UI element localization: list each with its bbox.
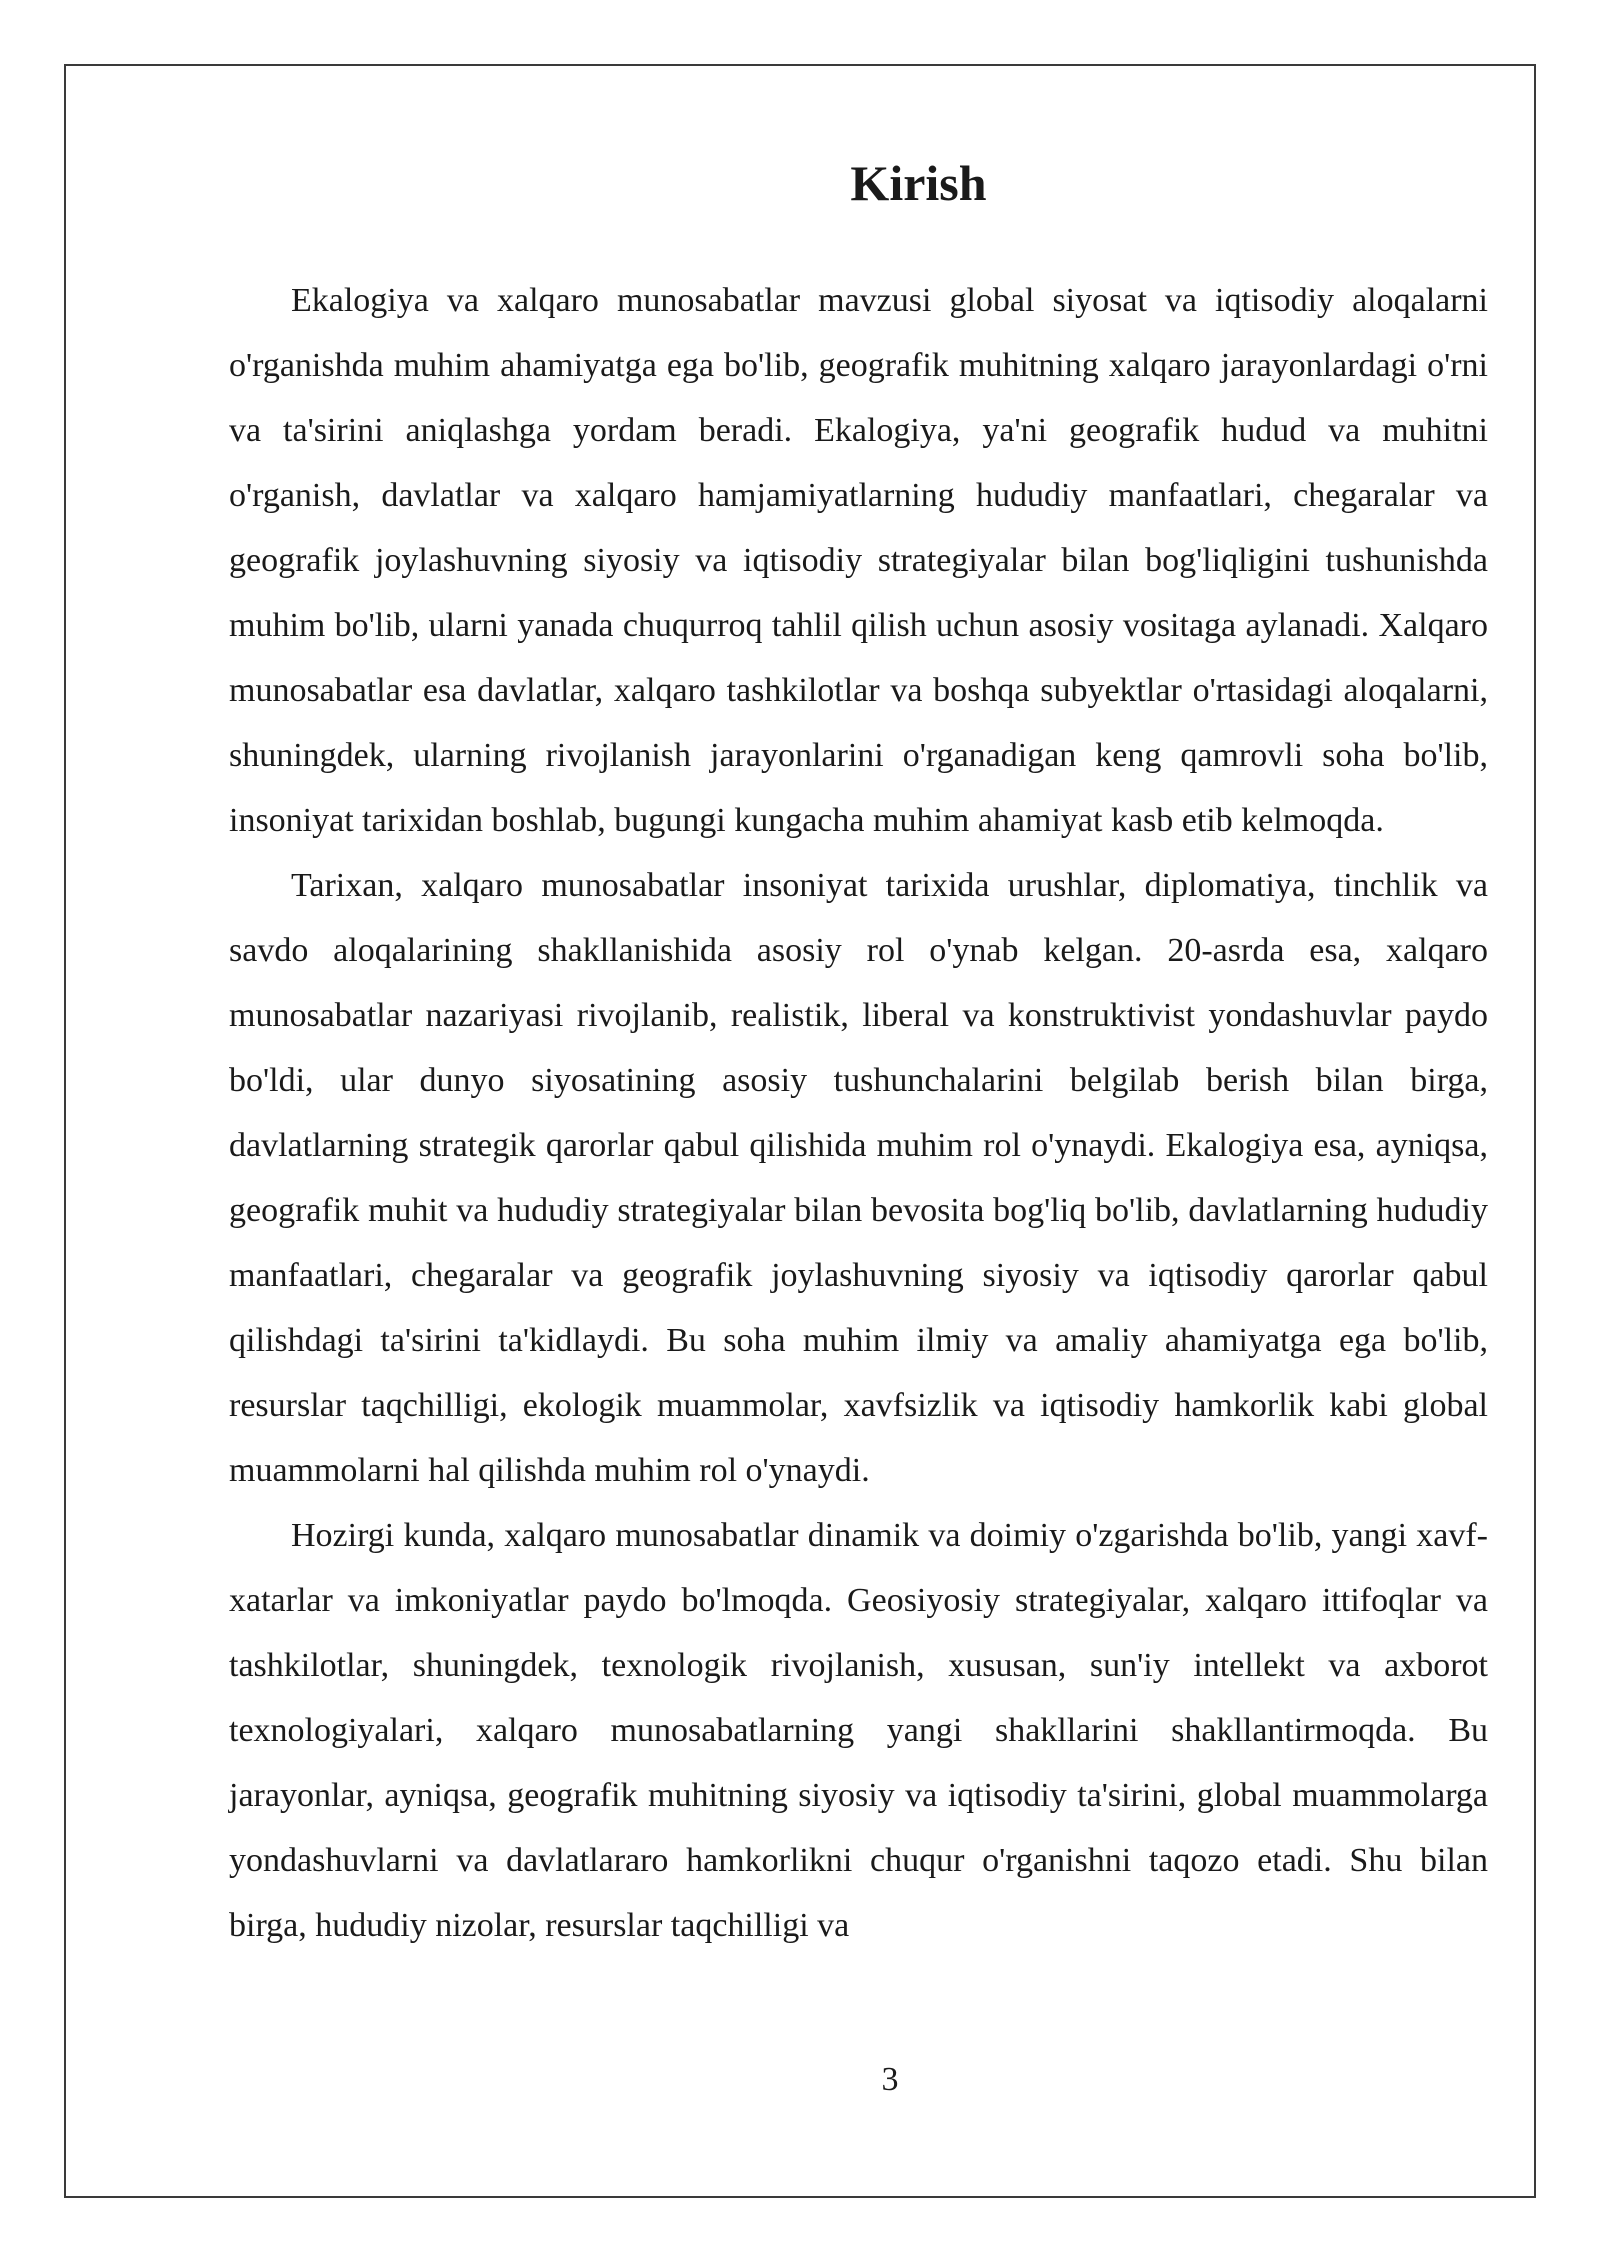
page-number: 3 xyxy=(881,2061,899,2098)
paragraph-3: Hozirgi kunda, xalqaro munosabatlar dinamik va doimiy o'zgarishda bo'lib, yangi xavf-xatarlar va imkoniyatlar paydo bo'lmoqda. Geosiyosiy strategiyalar, xalqaro ittifoqlar va tashkilotlar, shuningdek, texnologik rivojlanish, xususan, sun'iy intellekt va axborot texnologiyalari, xalqaro munosabatlarning yangi shakllarini shakllantirmoqda. Bu jarayonlar, ayniqsa, geografik muhitning siyosiy va iqtisodiy ta'sirini, global muammolarga yondashuvlarni va davlatlararo hamkorlikni chuqur o'rganishni taqozo etadi. Shu bilan birga, hududiy nizolar, resurslar taqchilligi va xyxy=(229,1517,1488,1944)
document-body xyxy=(229,150,1488,1958)
paragraph-1: Ekalogiya va xalqaro munosabatlar mavzusi global siyosat va iqtisodiy aloqalarni o'rganishda muhim ahamiyatga ega bo'lib, geografik muhitning xalqaro jarayonlardagi o'rni va ta'sirini aniqlashga yordam beradi. Ekalogiya, ya'ni geografik hudud va muhitni o'rganish, davlatlar va xalqaro hamjamiyatlarning hududiy manfaatlari, chegaralar va geografik joylashuvning siyosiy va iqtisodiy strategiyalar bilan bog'liqligini tushunishda muhim bo'lib, ularni yanada chuqurroq tahlil qilish uchun asosiy vositaga aylanadi. Xalqaro munosabatlar esa davlatlar, xalqaro tashkilotlar va boshqa subyektlar o'rtasidagi aloqalarni, shuningdek, ularning rivojlanish jarayonlarini o'rganadigan keng qamrovli soha bo'lib, insoniyat tarixidan boshlab, bugungi kungacha muhim ahamiyat kasb etib kelmoqda. xyxy=(229,282,1488,839)
paragraph-2: Tarixan, xalqaro munosabatlar insoniyat tarixida urushlar, diplomatiya, tinchlik va savdo aloqalarining shakllanishida asosiy rol o'ynab kelgan. 20-asrda esa, xalqaro munosabatlar nazariyasi rivojlanib, realistik, liberal va konstruktivist yondashuvlar paydo bo'ldi, ular dunyo siyosatining asosiy tushunchalarini belgilab berish bilan birga, davlatlarning strategik qarorlar qabul qilishida muhim rol o'ynaydi. Ekalogiya esa, ayniqsa, geografik muhit va hududiy strategiyalar bilan bevosita bog'liq bo'lib, davlatlarning hududiy manfaatlari, chegaralar va geografik joylashuvning siyosiy va iqtisodiy qarorlar qabul qilishdagi ta'sirini ta'kidlaydi. Bu soha muhim ilmiy va amaliy ahamiyatga ega bo'lib, resurslar taqchilligi, ekologik muammolar, xavfsizlik va iqtisodiy hamkorlik kabi global muammolarni hal qilishda muhim rol o'ynaydi. xyxy=(229,867,1488,1489)
page-title: Kirish xyxy=(850,155,987,211)
